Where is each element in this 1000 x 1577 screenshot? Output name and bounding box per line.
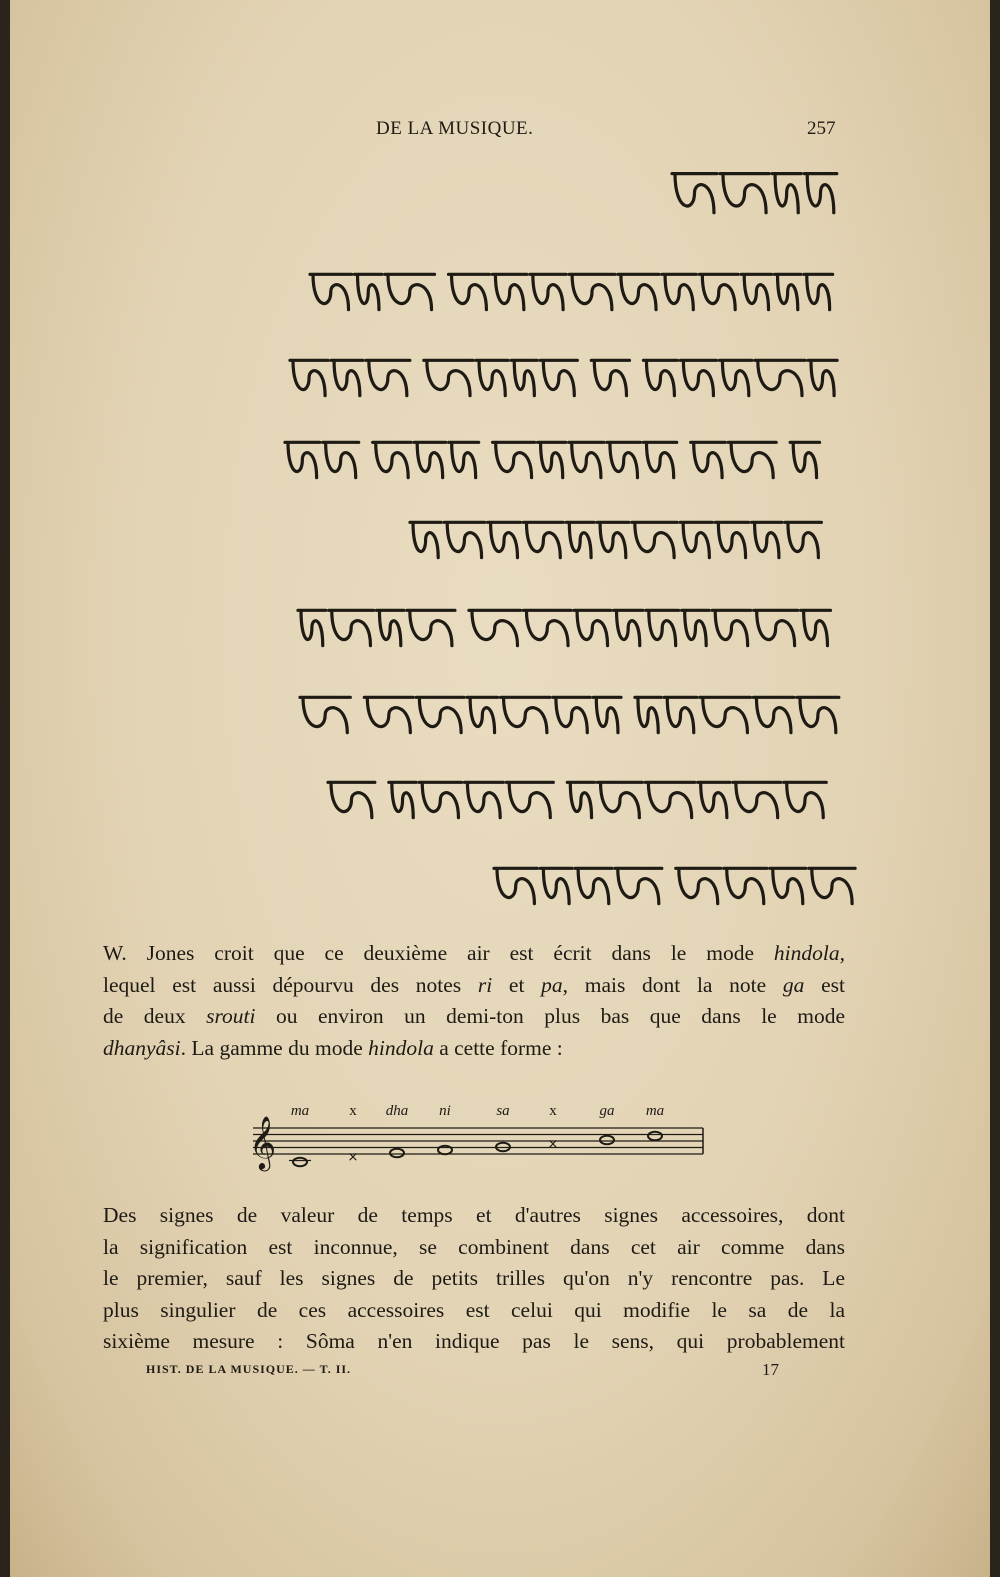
script-glyph bbox=[494, 868, 537, 903]
script-glyph bbox=[285, 442, 320, 477]
script-glyph bbox=[300, 697, 350, 732]
script-glyph bbox=[567, 782, 594, 817]
text-line: Des signes de valeur de temps et d'autres signes accessoires, dont bbox=[103, 1203, 845, 1227]
script-glyph bbox=[784, 782, 827, 817]
sheet-number: 17 bbox=[762, 1360, 779, 1379]
script-line-2 bbox=[308, 262, 838, 318]
script-glyph bbox=[469, 610, 521, 645]
script-glyph bbox=[329, 610, 374, 645]
scale-label: ma bbox=[290, 1103, 310, 1119]
script-glyph bbox=[672, 174, 717, 213]
script-glyph bbox=[290, 360, 328, 395]
script-glyph bbox=[355, 274, 382, 309]
script-glyph bbox=[797, 697, 839, 732]
script-glyph bbox=[699, 274, 738, 309]
script-glyph bbox=[662, 274, 696, 309]
script-glyph bbox=[753, 697, 794, 732]
script-glyph bbox=[770, 868, 806, 903]
script-glyph bbox=[366, 360, 410, 395]
script-glyph bbox=[809, 868, 855, 903]
whole-note bbox=[648, 1132, 662, 1140]
script-glyph bbox=[733, 782, 781, 817]
script-glyph bbox=[715, 522, 748, 557]
script-glyphs bbox=[408, 510, 838, 566]
text-line: le premier, sauf les signes de petits trilles qu'on n'y rencontre pas. Le bbox=[103, 1266, 845, 1291]
text-line: lequel est aussi dépourvu des notes ri et pa, mais dont la note ga est bbox=[103, 972, 845, 997]
script-glyph bbox=[373, 442, 411, 477]
script-glyphs bbox=[670, 160, 835, 222]
text-line: W. Jones croit que ce deuxième air est écrit dans le mode hindola, bbox=[103, 941, 845, 965]
script-line-4 bbox=[283, 430, 841, 486]
script-glyph bbox=[492, 274, 526, 309]
script-glyph bbox=[804, 174, 837, 213]
script-glyph bbox=[591, 360, 629, 395]
script-glyph bbox=[414, 442, 446, 477]
scale-label: x bbox=[349, 1103, 357, 1119]
script-glyphs bbox=[308, 262, 838, 318]
script-glyph bbox=[607, 442, 641, 477]
script-glyph bbox=[467, 697, 497, 732]
script-glyph bbox=[645, 782, 694, 817]
treble-clef-icon: 𝄞 bbox=[249, 1115, 277, 1169]
script-glyphs bbox=[326, 770, 838, 826]
script-glyph bbox=[298, 610, 326, 645]
scale-label: dha bbox=[385, 1103, 409, 1119]
script-glyph bbox=[752, 522, 782, 557]
scale-label: ma bbox=[645, 1103, 665, 1119]
script-glyph bbox=[724, 868, 767, 903]
text-line: sixième mesure : Sôma n'en indique pas le sens, qui probablement bbox=[103, 1329, 845, 1354]
script-line-9 bbox=[492, 856, 840, 912]
script-glyph bbox=[720, 174, 769, 213]
script-glyph bbox=[741, 274, 771, 309]
script-glyph bbox=[419, 782, 461, 817]
script-glyph bbox=[691, 442, 725, 477]
script-glyph bbox=[389, 782, 416, 817]
script-glyph bbox=[553, 697, 590, 732]
cross-mark: × bbox=[347, 1150, 359, 1165]
running-title: DE LA MUSIQUE. bbox=[376, 118, 534, 139]
script-glyph bbox=[569, 442, 604, 477]
cross-mark: × bbox=[547, 1137, 559, 1152]
script-glyph bbox=[464, 782, 503, 817]
script-glyphs bbox=[298, 685, 838, 741]
script-glyph bbox=[323, 442, 359, 477]
script-glyph bbox=[632, 522, 677, 557]
script-glyph bbox=[493, 442, 535, 477]
signature-mark: HIST. DE LA MUSIQUE. — T. II. bbox=[146, 1362, 352, 1376]
script-glyph bbox=[614, 610, 643, 645]
text-line: de deux srouti ou environ un demi-ton plus bas que dans le mode bbox=[103, 1004, 845, 1029]
script-glyph bbox=[664, 697, 697, 732]
script-line-8 bbox=[326, 770, 838, 826]
script-glyph bbox=[700, 697, 751, 732]
script-glyph bbox=[646, 610, 679, 645]
script-glyph bbox=[444, 522, 484, 557]
music-scale bbox=[245, 1095, 715, 1175]
whole-note bbox=[293, 1158, 307, 1166]
script-line-6 bbox=[296, 598, 838, 654]
script-glyph bbox=[712, 610, 750, 645]
script-glyph bbox=[523, 610, 571, 645]
script-glyph bbox=[785, 522, 821, 557]
script-glyph bbox=[615, 868, 662, 903]
script-glyph bbox=[310, 274, 352, 309]
script-glyph bbox=[530, 274, 566, 309]
script-glyphs bbox=[296, 598, 838, 654]
text-line: la signification est inconnue, se combinent dans cet air comme dans bbox=[103, 1234, 845, 1259]
script-glyph bbox=[772, 174, 801, 213]
script-glyph bbox=[801, 610, 831, 645]
script-glyph bbox=[643, 442, 676, 477]
script-glyph bbox=[808, 360, 837, 395]
script-glyph bbox=[410, 522, 441, 557]
script-line-1 bbox=[670, 160, 835, 222]
script-glyph bbox=[680, 522, 712, 557]
script-glyphs bbox=[283, 430, 841, 486]
script-glyph bbox=[775, 274, 801, 309]
script-glyph bbox=[574, 610, 610, 645]
script-glyph bbox=[364, 697, 413, 732]
script-glyph bbox=[598, 782, 643, 817]
script-glyph bbox=[331, 360, 363, 395]
script-line-3 bbox=[288, 348, 846, 404]
script-glyph bbox=[506, 782, 553, 817]
script-glyph bbox=[416, 697, 464, 732]
text-line: dhanyâsi. La gamme du mode hindola a cette forme : bbox=[103, 1035, 563, 1060]
script-glyph bbox=[804, 274, 833, 309]
script-glyph bbox=[538, 442, 566, 477]
script-glyph bbox=[643, 360, 677, 395]
script-glyph bbox=[511, 360, 537, 395]
script-glyph bbox=[680, 360, 716, 395]
script-glyph bbox=[635, 697, 661, 732]
script-glyph bbox=[449, 274, 490, 309]
paragraph-hindola bbox=[103, 938, 845, 1064]
script-glyph bbox=[728, 442, 776, 477]
script-line-7 bbox=[298, 685, 838, 741]
scale-label: ni bbox=[439, 1103, 451, 1119]
script-line-5 bbox=[408, 510, 838, 566]
book-page bbox=[10, 0, 990, 1577]
script-glyph bbox=[569, 274, 615, 309]
scale-label: x bbox=[549, 1103, 557, 1119]
script-glyph bbox=[385, 274, 435, 309]
script-glyph bbox=[682, 610, 710, 645]
script-glyph bbox=[593, 697, 621, 732]
script-glyph bbox=[575, 868, 612, 903]
script-glyph bbox=[424, 360, 473, 395]
script-glyphs bbox=[288, 348, 846, 404]
script-glyph bbox=[597, 522, 629, 557]
page-number: 257 bbox=[807, 118, 836, 139]
script-glyph bbox=[523, 522, 563, 557]
script-glyph bbox=[540, 868, 572, 903]
script-glyph bbox=[719, 360, 751, 395]
script-glyph bbox=[755, 360, 805, 395]
script-glyph bbox=[676, 868, 721, 903]
scale-label: ga bbox=[599, 1103, 615, 1119]
script-glyph bbox=[754, 610, 798, 645]
script-glyph bbox=[328, 782, 375, 817]
script-glyph bbox=[376, 610, 403, 645]
script-glyph bbox=[618, 274, 659, 309]
script-glyph bbox=[790, 442, 819, 477]
scale-label: sa bbox=[496, 1103, 510, 1119]
script-glyph bbox=[501, 697, 550, 732]
script-glyph bbox=[449, 442, 479, 477]
script-glyph bbox=[566, 522, 594, 557]
script-glyph bbox=[407, 610, 455, 645]
script-glyphs bbox=[492, 856, 840, 912]
script-glyph bbox=[488, 522, 521, 557]
script-glyph bbox=[476, 360, 508, 395]
whole-note bbox=[600, 1136, 614, 1144]
script-glyph bbox=[540, 360, 577, 395]
whole-note bbox=[390, 1149, 404, 1157]
paragraph-accessories bbox=[103, 1200, 845, 1358]
script-glyph bbox=[698, 782, 730, 817]
text-line: plus singulier de ces accessoires est celui qui modifie le sa de la bbox=[103, 1297, 845, 1322]
